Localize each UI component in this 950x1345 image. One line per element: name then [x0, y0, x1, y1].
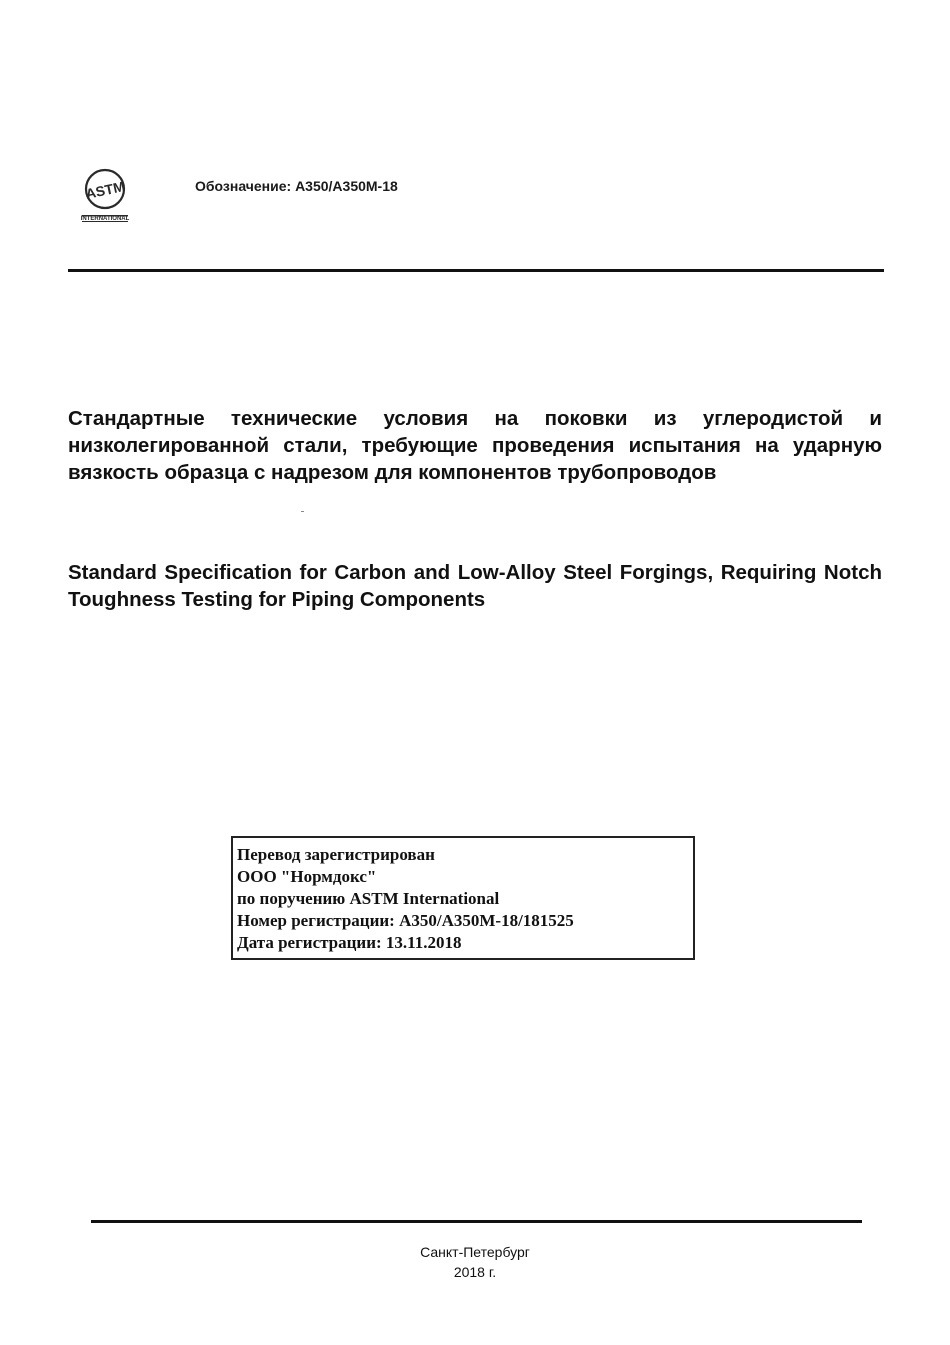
header-divider	[68, 269, 884, 272]
title-english: Standard Specification for Carbon and Low-Alloy Steel Forgings, Requiring Notch Toughness Testing for Piping Components	[68, 561, 882, 611]
title-russian: Стандартные технические условия на поковки из углеродистой и низколегированной стали, требующие проведения испытания на ударную вязкость образца с надрезом для компонентов трубопроводов	[68, 407, 882, 484]
astm-logo-icon	[78, 163, 132, 225]
registration-company: ООО "Нормдокс"	[237, 867, 377, 886]
registration-line: по поручению ASTM International	[237, 889, 500, 908]
footer-year: 2018 г.	[453, 1264, 497, 1280]
astm-logo	[78, 163, 132, 225]
logo-subtext: INTERNATIONAL	[80, 216, 130, 222]
document-designation: Обозначение: A350/A350M-18	[195, 178, 398, 194]
logo-mark-text: ASTM	[84, 178, 127, 202]
footer-divider	[91, 1220, 862, 1223]
registration-number: Номер регистрации: A350/A350M-18/181525	[237, 911, 574, 930]
registration-line: Перевод зарегистрирован	[237, 845, 435, 864]
registration-date: Дата регистрации: 13.11.2018	[237, 933, 462, 952]
stray-mark	[301, 511, 304, 512]
footer-city: Санкт-Петербург	[420, 1244, 530, 1260]
registration-box	[231, 836, 695, 960]
